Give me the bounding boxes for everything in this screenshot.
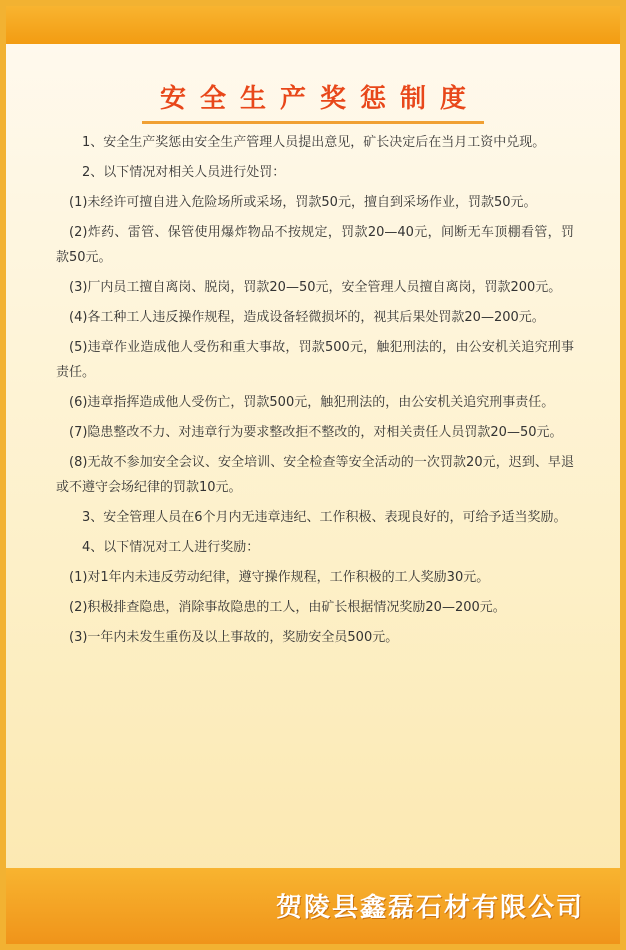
title-area [6,78,620,124]
footer-band [6,868,620,944]
paragraph: (6)违章指挥造成他人受伤亡，罚款500元，触犯刑法的，由公安机关追究刑事责任。 [69,395,555,410]
paragraph: (1)未经许可擅自进入危险场所或采场，罚款50元，擅自到采场作业，罚款50元。 [69,195,537,210]
paragraph: 2、以下情况对相关人员进行处罚： [82,165,286,180]
poster-title: 安全生产奖惩制度 [142,78,484,124]
paragraph: (2)积极排查隐患，消除事故隐患的工人，由矿长根据情况奖励20—200元。 [69,600,506,615]
top-band [6,6,620,44]
paragraph: (7)隐患整改不力、对违章行为要求整改拒不整改的，对相关责任人员罚款20—50元。 [69,425,563,440]
paragraph: (8)无故不参加安全会议、安全培训、安全检查等安全活动的一次罚款20元，迟到、早退或不遵守会场纪律的罚款10元。 [56,455,574,495]
paragraph: (1)对1年内未违反劳动纪律，遵守操作规程，工作积极的工人奖励30元。 [69,570,490,585]
paragraph: 1、安全生产奖惩由安全生产管理人员提出意见，矿长决定后在当月工资中兑现。 [82,135,546,150]
paragraph: 4、以下情况对工人进行奖励： [82,540,260,555]
paragraph: 3、安全管理人员在6个月内无违章违纪、工作积极、表现良好的，可给予适当奖励。 [82,510,567,525]
paragraph: (4)各工种工人违反操作规程，造成设备轻微损坏的，视其后果处罚款20—200元。 [69,310,545,325]
paragraph: (3)一年内未发生重伤及以上事故的，奖励安全员500元。 [69,630,399,645]
paragraph: (3)厂内员工擅自离岗、脱岗，罚款20—50元，安全管理人员擅自离岗，罚款200元。 [69,280,562,295]
regulation-text [56,130,574,655]
company-name: 贺陵县鑫磊石材有限公司 [275,893,584,923]
paragraph: (2)炸药、雷管、保管使用爆炸物品不按规定，罚款20—40元，间断无车顶棚看管，罚款50元。 [56,225,574,265]
paragraph: (5)违章作业造成他人受伤和重大事故，罚款500元，触犯刑法的，由公安机关追究刑事责任。 [56,340,574,380]
